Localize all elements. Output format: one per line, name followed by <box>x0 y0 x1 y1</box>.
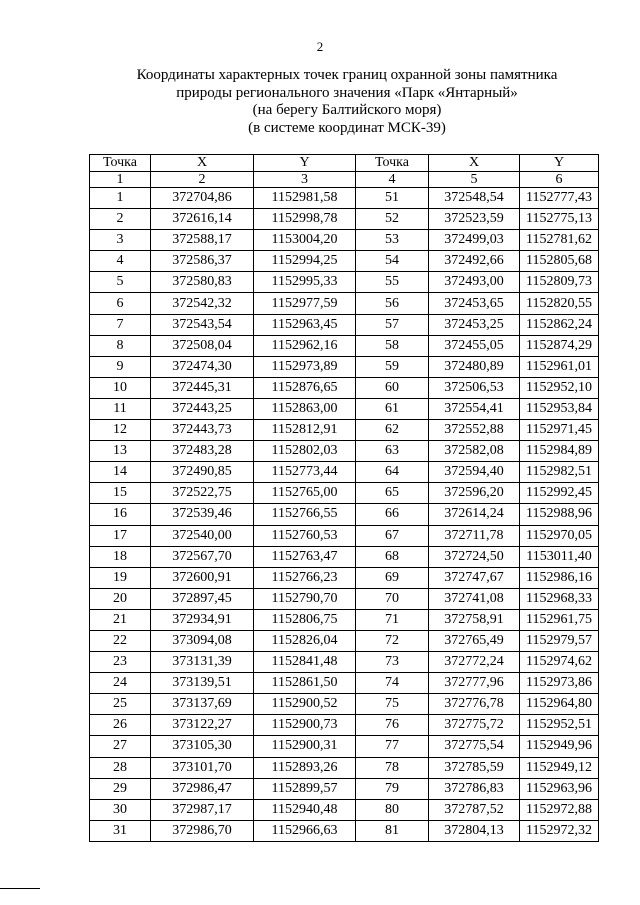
table-cell: 1152992,45 <box>520 483 599 504</box>
table-cell: 7 <box>90 314 151 335</box>
column-header: Y <box>254 155 356 172</box>
table-cell: 372987,17 <box>151 799 254 820</box>
column-number: 4 <box>356 172 429 188</box>
table-cell: 1152760,53 <box>254 525 356 546</box>
table-cell: 11 <box>90 398 151 419</box>
table-row <box>90 188 599 209</box>
table-cell: 29 <box>90 778 151 799</box>
table-cell: 1152949,96 <box>520 736 599 757</box>
column-header: Точка <box>90 155 151 172</box>
table-row <box>90 230 599 251</box>
table-cell: 372986,47 <box>151 778 254 799</box>
table-cell: 66 <box>356 504 429 525</box>
table-cell: 81 <box>356 820 429 841</box>
table-row <box>90 588 599 609</box>
table-cell: 372582,08 <box>429 441 520 462</box>
table-cell: 67 <box>356 525 429 546</box>
table-cell: 1152820,55 <box>520 293 599 314</box>
table-cell: 8 <box>90 335 151 356</box>
table-row <box>90 251 599 272</box>
table-cell: 372548,54 <box>429 188 520 209</box>
table-cell: 28 <box>90 757 151 778</box>
column-number: 5 <box>429 172 520 188</box>
table-cell: 68 <box>356 546 429 567</box>
table-cell: 1152961,75 <box>520 609 599 630</box>
table-cell: 1152973,89 <box>254 356 356 377</box>
table-row <box>90 757 599 778</box>
table-row <box>90 398 599 419</box>
table-cell: 372542,32 <box>151 293 254 314</box>
table-cell: 372480,89 <box>429 356 520 377</box>
table-cell: 1153011,40 <box>520 546 599 567</box>
table-cell: 372594,40 <box>429 462 520 483</box>
table-cell: 79 <box>356 778 429 799</box>
title-line: Координаты характерных точек границ охранной зоны памятника <box>136 67 558 83</box>
table-cell: 60 <box>356 377 429 398</box>
table-cell: 65 <box>356 483 429 504</box>
table-cell: 372614,24 <box>429 504 520 525</box>
table-cell: 52 <box>356 209 429 230</box>
table-cell: 372588,17 <box>151 230 254 251</box>
table-cell: 17 <box>90 525 151 546</box>
table-cell: 1152973,86 <box>520 673 599 694</box>
table-row <box>90 420 599 441</box>
table-row <box>90 314 599 335</box>
table-cell: 1152953,84 <box>520 398 599 419</box>
table-cell: 1152809,73 <box>520 272 599 293</box>
table-cell: 26 <box>90 715 151 736</box>
table-cell: 1152972,32 <box>520 820 599 841</box>
table-row <box>90 652 599 673</box>
table-cell: 1152826,04 <box>254 630 356 651</box>
table-cell: 372523,59 <box>429 209 520 230</box>
table-cell: 21 <box>90 609 151 630</box>
table-cell: 1152962,16 <box>254 335 356 356</box>
table-row <box>90 335 599 356</box>
table-cell: 1 <box>90 188 151 209</box>
table-cell: 1152893,26 <box>254 757 356 778</box>
table-cell: 70 <box>356 588 429 609</box>
table-cell: 25 <box>90 694 151 715</box>
table-cell: 373105,30 <box>151 736 254 757</box>
table-cell: 9 <box>90 356 151 377</box>
table-row <box>90 504 599 525</box>
table-cell: 372747,67 <box>429 567 520 588</box>
table-cell: 372786,83 <box>429 778 520 799</box>
table-cell: 1152763,47 <box>254 546 356 567</box>
table-cell: 3 <box>90 230 151 251</box>
table-cell: 1152972,88 <box>520 799 599 820</box>
table-cell: 372522,75 <box>151 483 254 504</box>
table-cell: 1152984,89 <box>520 441 599 462</box>
table-cell: 372776,78 <box>429 694 520 715</box>
table-cell: 78 <box>356 757 429 778</box>
table-cell: 372934,91 <box>151 609 254 630</box>
table-cell: 372600,91 <box>151 567 254 588</box>
table-cell: 372552,88 <box>429 420 520 441</box>
table-cell: 373094,08 <box>151 630 254 651</box>
table-row <box>90 694 599 715</box>
table-cell: 372567,70 <box>151 546 254 567</box>
table-row <box>90 209 599 230</box>
table-cell: 1152971,45 <box>520 420 599 441</box>
table-cell: 74 <box>356 673 429 694</box>
table-row <box>90 673 599 694</box>
table-cell: 372785,59 <box>429 757 520 778</box>
table-cell: 1152974,62 <box>520 652 599 673</box>
column-number: 6 <box>520 172 599 188</box>
column-number: 3 <box>254 172 356 188</box>
table-cell: 372554,41 <box>429 398 520 419</box>
table-cell: 1152861,50 <box>254 673 356 694</box>
table-cell: 27 <box>90 736 151 757</box>
table-cell: 56 <box>356 293 429 314</box>
table-cell: 372445,31 <box>151 377 254 398</box>
table-cell: 1152981,58 <box>254 188 356 209</box>
table-cell: 372704,86 <box>151 188 254 209</box>
table-cell: 1152994,25 <box>254 251 356 272</box>
table-cell: 80 <box>356 799 429 820</box>
table-cell: 1152863,00 <box>254 398 356 419</box>
table-cell: 1152940,48 <box>254 799 356 820</box>
table-cell: 1152790,70 <box>254 588 356 609</box>
coordinates-table <box>89 154 599 842</box>
table-cell: 372455,05 <box>429 335 520 356</box>
table-row <box>90 441 599 462</box>
table-cell: 373101,70 <box>151 757 254 778</box>
table-cell: 372540,00 <box>151 525 254 546</box>
table-cell: 372775,72 <box>429 715 520 736</box>
table-cell: 61 <box>356 398 429 419</box>
title-line: (в системе координат МСК-39) <box>248 119 446 136</box>
table-row <box>90 736 599 757</box>
table-cell: 2 <box>90 209 151 230</box>
table-cell: 18 <box>90 546 151 567</box>
table-row <box>90 715 599 736</box>
table-cell: 1153004,20 <box>254 230 356 251</box>
table-cell: 372499,03 <box>429 230 520 251</box>
table-cell: 76 <box>356 715 429 736</box>
table-cell: 372741,08 <box>429 588 520 609</box>
table-cell: 1152963,96 <box>520 778 599 799</box>
table-row <box>90 609 599 630</box>
table-cell: 64 <box>356 462 429 483</box>
table-cell: 372543,54 <box>151 314 254 335</box>
table-cell: 372787,52 <box>429 799 520 820</box>
table-cell: 372443,25 <box>151 398 254 419</box>
title-line: (на берегу Балтийского моря) <box>252 102 442 118</box>
table-cell: 1152988,96 <box>520 504 599 525</box>
table-cell: 5 <box>90 272 151 293</box>
table-row <box>90 799 599 820</box>
table-cell: 16 <box>90 504 151 525</box>
table-cell: 1152765,00 <box>254 483 356 504</box>
table-cell: 1152963,45 <box>254 314 356 335</box>
table-cell: 1152812,91 <box>254 420 356 441</box>
table-cell: 1152806,75 <box>254 609 356 630</box>
table-cell: 372765,49 <box>429 630 520 651</box>
table-cell: 1152900,52 <box>254 694 356 715</box>
table-row <box>90 525 599 546</box>
table-cell: 372539,46 <box>151 504 254 525</box>
table-cell: 1152781,62 <box>520 230 599 251</box>
table-cell: 1152952,51 <box>520 715 599 736</box>
table-cell: 10 <box>90 377 151 398</box>
column-header: Y <box>520 155 599 172</box>
table-cell: 373131,39 <box>151 652 254 673</box>
table-cell: 57 <box>356 314 429 335</box>
table-cell: 19 <box>90 567 151 588</box>
table-cell: 1152777,43 <box>520 188 599 209</box>
table-cell: 1152998,78 <box>254 209 356 230</box>
table-cell: 1152968,33 <box>520 588 599 609</box>
table-row <box>90 546 599 567</box>
table-cell: 372586,37 <box>151 251 254 272</box>
table-row <box>90 483 599 504</box>
table-cell: 372616,14 <box>151 209 254 230</box>
table-cell: 75 <box>356 694 429 715</box>
table-cell: 4 <box>90 251 151 272</box>
table-row <box>90 293 599 314</box>
table-cell: 373122,27 <box>151 715 254 736</box>
table-cell: 71 <box>356 609 429 630</box>
table-cell: 1152966,63 <box>254 820 356 841</box>
table-row <box>90 820 599 841</box>
table-cell: 1152841,48 <box>254 652 356 673</box>
table-cell: 1152979,57 <box>520 630 599 651</box>
footer-mark <box>0 888 40 890</box>
table-cell: 69 <box>356 567 429 588</box>
table-cell: 372483,28 <box>151 441 254 462</box>
table-cell: 372490,85 <box>151 462 254 483</box>
table-cell: 6 <box>90 293 151 314</box>
table-cell: 31 <box>90 820 151 841</box>
table-cell: 23 <box>90 652 151 673</box>
table-cell: 24 <box>90 673 151 694</box>
table-cell: 372758,91 <box>429 609 520 630</box>
document-title <box>0 67 640 137</box>
table-row <box>90 567 599 588</box>
column-header: X <box>151 155 254 172</box>
column-header: Точка <box>356 155 429 172</box>
table-cell: 1152862,24 <box>520 314 599 335</box>
column-number-row <box>90 172 599 188</box>
table-cell: 14 <box>90 462 151 483</box>
table-cell: 1152977,59 <box>254 293 356 314</box>
table-cell: 372724,50 <box>429 546 520 567</box>
table-cell: 1152766,55 <box>254 504 356 525</box>
table-cell: 51 <box>356 188 429 209</box>
table-row <box>90 377 599 398</box>
table-cell: 1152949,12 <box>520 757 599 778</box>
table-cell: 372772,24 <box>429 652 520 673</box>
table-cell: 372775,54 <box>429 736 520 757</box>
table-cell: 372493,00 <box>429 272 520 293</box>
table-cell: 373137,69 <box>151 694 254 715</box>
table-cell: 372443,73 <box>151 420 254 441</box>
table-cell: 372453,65 <box>429 293 520 314</box>
table-header-row <box>90 155 599 172</box>
column-number: 2 <box>151 172 254 188</box>
table-cell: 1152961,01 <box>520 356 599 377</box>
table-cell: 1152900,31 <box>254 736 356 757</box>
table-cell: 54 <box>356 251 429 272</box>
table-cell: 59 <box>356 356 429 377</box>
table-cell: 13 <box>90 441 151 462</box>
table-cell: 1152766,23 <box>254 567 356 588</box>
table-cell: 372596,20 <box>429 483 520 504</box>
table-row <box>90 272 599 293</box>
column-number: 1 <box>90 172 151 188</box>
table-cell: 372986,70 <box>151 820 254 841</box>
table-cell: 22 <box>90 630 151 651</box>
page-number: 2 <box>316 39 324 54</box>
table-cell: 1152964,80 <box>520 694 599 715</box>
column-header: X <box>429 155 520 172</box>
table-cell: 20 <box>90 588 151 609</box>
table-cell: 1152952,10 <box>520 377 599 398</box>
table-cell: 1152773,44 <box>254 462 356 483</box>
table-cell: 1152986,16 <box>520 567 599 588</box>
table-cell: 1152900,73 <box>254 715 356 736</box>
title-line: природы регионального значения «Парк «Янтарный» <box>176 84 518 101</box>
table-cell: 372711,78 <box>429 525 520 546</box>
table-row <box>90 630 599 651</box>
table-cell: 63 <box>356 441 429 462</box>
table-cell: 372804,13 <box>429 820 520 841</box>
table-cell: 62 <box>356 420 429 441</box>
table-row <box>90 778 599 799</box>
table-cell: 72 <box>356 630 429 651</box>
table-cell: 15 <box>90 483 151 504</box>
table-row <box>90 462 599 483</box>
table-cell: 53 <box>356 230 429 251</box>
table-cell: 372453,25 <box>429 314 520 335</box>
table-cell: 372506,53 <box>429 377 520 398</box>
table-cell: 372508,04 <box>151 335 254 356</box>
table-cell: 1152775,13 <box>520 209 599 230</box>
table-cell: 1152802,03 <box>254 441 356 462</box>
table-cell: 73 <box>356 652 429 673</box>
table-cell: 77 <box>356 736 429 757</box>
table-body <box>90 188 599 842</box>
table-cell: 372492,66 <box>429 251 520 272</box>
table-cell: 1152876,65 <box>254 377 356 398</box>
table-cell: 58 <box>356 335 429 356</box>
table-cell: 12 <box>90 420 151 441</box>
table-cell: 372580,83 <box>151 272 254 293</box>
table-cell: 1152995,33 <box>254 272 356 293</box>
table-cell: 373139,51 <box>151 673 254 694</box>
table-cell: 372777,96 <box>429 673 520 694</box>
table-cell: 1152970,05 <box>520 525 599 546</box>
table-cell: 372474,30 <box>151 356 254 377</box>
table-cell: 55 <box>356 272 429 293</box>
table-cell: 1152805,68 <box>520 251 599 272</box>
table-cell: 372897,45 <box>151 588 254 609</box>
table-cell: 1152874,29 <box>520 335 599 356</box>
table-row <box>90 356 599 377</box>
table-cell: 1152899,57 <box>254 778 356 799</box>
table-cell: 1152982,51 <box>520 462 599 483</box>
table-cell: 30 <box>90 799 151 820</box>
